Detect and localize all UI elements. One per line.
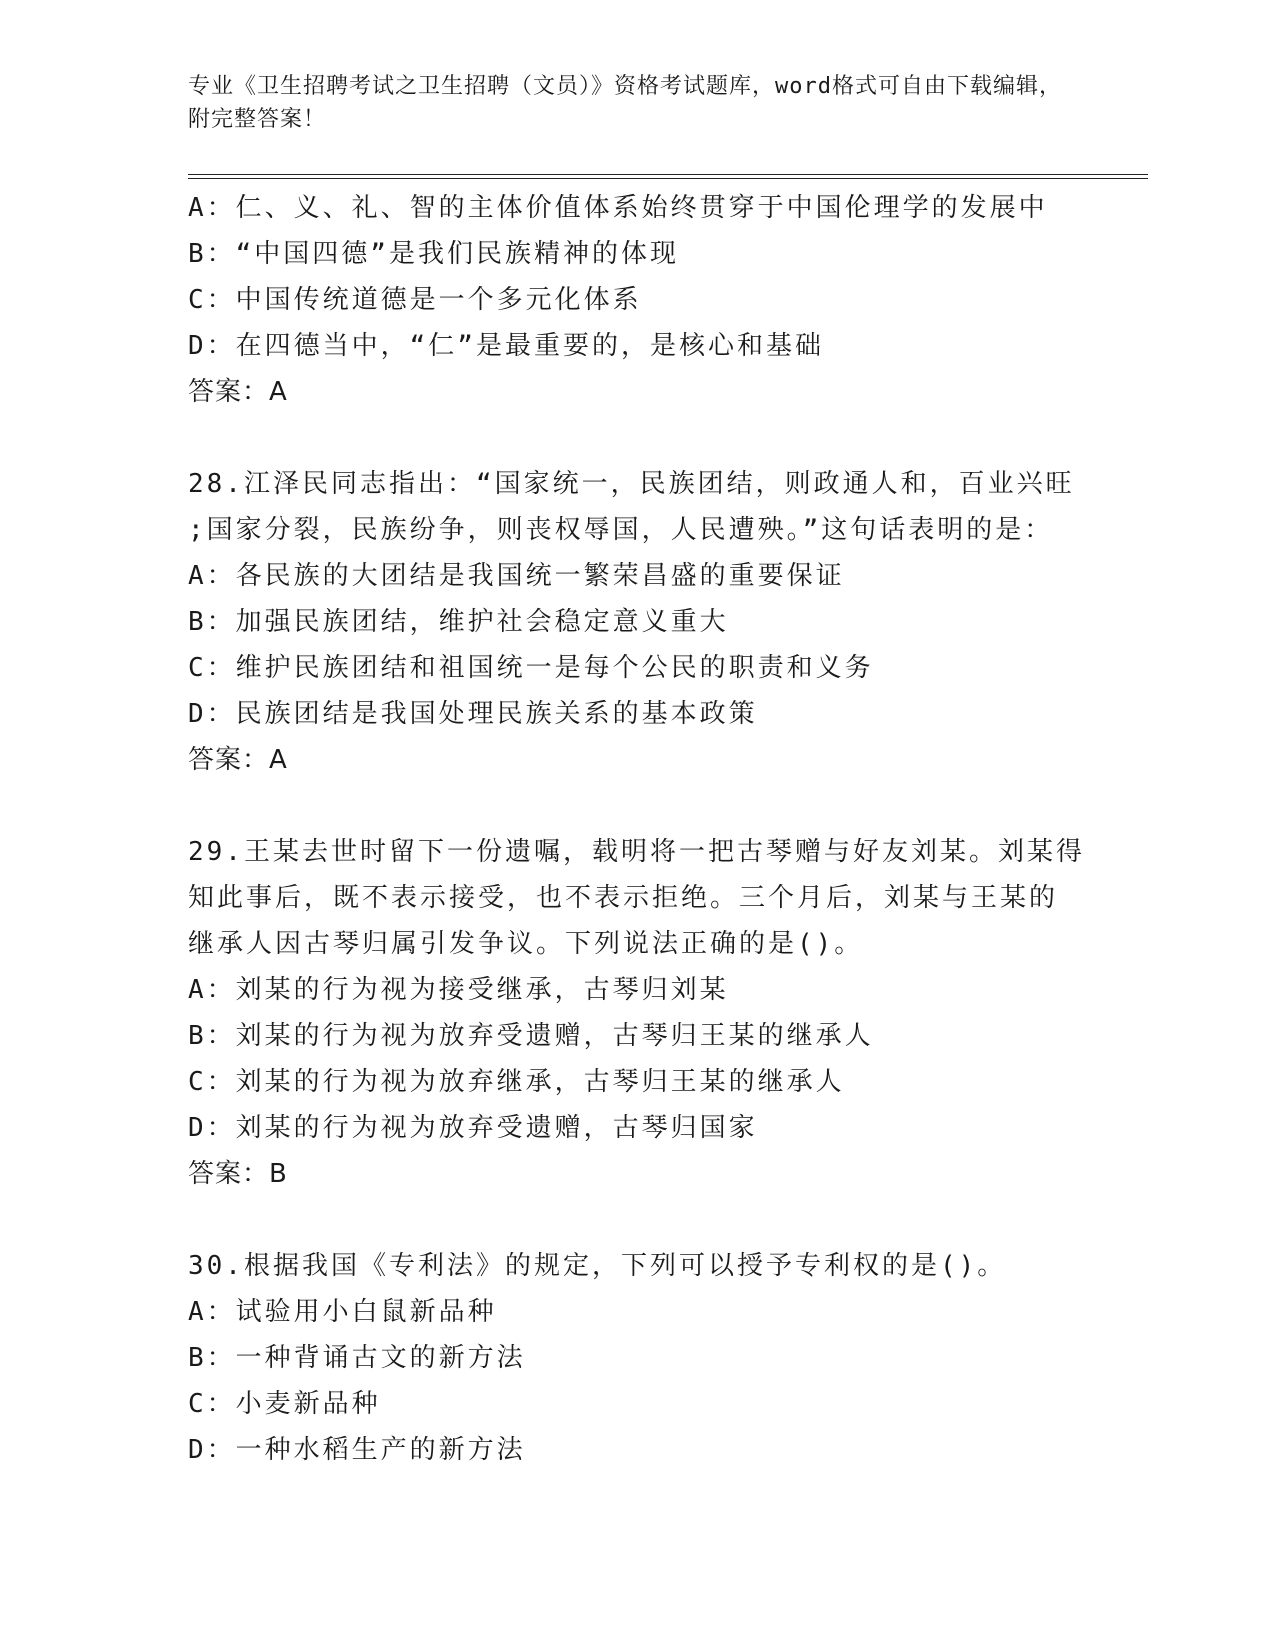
q28-answer: 答案：A [188, 745, 288, 775]
question-27-block [188, 185, 1148, 415]
q30-stem-line-1: 30.根据我国《专利法》的规定，下列可以授予专利权的是()。 [188, 1251, 1007, 1281]
q30-option-a: A：试验用小白鼠新品种 [188, 1297, 497, 1327]
q30-option-c: C：小麦新品种 [188, 1389, 381, 1419]
q30-option-d: D：一种水稻生产的新方法 [188, 1435, 526, 1465]
spacer [188, 415, 1148, 461]
q29-option-a: A：刘某的行为视为接受继承，古琴归刘某 [188, 975, 729, 1005]
q29-option-b: B：刘某的行为视为放弃受遗赠，古琴归王某的继承人 [188, 1021, 874, 1051]
q28-stem-line-2: ;国家分裂，民族纷争，则丧权辱国，人民遭殃。”这句话表明的是： [188, 515, 1054, 545]
q29-stem-line-1: 29.王某去世时留下一份遗嘱，载明将一把古琴赠与好友刘某。刘某得 [188, 837, 1085, 867]
spacer [188, 783, 1148, 829]
q27-answer: 答案：A [188, 377, 288, 407]
q28-option-a: A：各民族的大团结是我国统一繁荣昌盛的重要保证 [188, 561, 845, 591]
question-29-block [188, 829, 1148, 1197]
question-30-block [188, 1243, 1148, 1473]
q27-option-a: A：仁、义、礼、智的主体价值体系始终贯穿于中国伦理学的发展中 [188, 193, 1048, 223]
q27-option-d: D：在四德当中，“仁”是最重要的，是核心和基础 [188, 331, 824, 361]
q28-option-d: D：民族团结是我国处理民族关系的基本政策 [188, 699, 758, 729]
q29-stem-line-3: 继承人因古琴归属引发争议。下列说法正确的是()。 [188, 929, 864, 959]
q29-answer: 答案：B [188, 1159, 288, 1189]
q27-option-c: C：中国传统道德是一个多元化体系 [188, 285, 642, 315]
header-double-rule [188, 174, 1148, 179]
document-page [188, 70, 1148, 1473]
q27-option-b: B：“中国四德”是我们民族精神的体现 [188, 239, 679, 269]
document-header: 专业《卫生招聘考试之卫生招聘（文员）》资格考试题库，word格式可自由下载编辑，附完整答案！ [188, 74, 1062, 132]
q29-option-d: D：刘某的行为视为放弃受遗赠，古琴归国家 [188, 1113, 758, 1143]
q29-stem-line-2: 知此事后，既不表示接受，也不表示拒绝。三个月后，刘某与王某的 [188, 883, 1059, 913]
spacer [188, 1197, 1148, 1243]
question-28-block [188, 461, 1148, 783]
q29-option-c: C：刘某的行为视为放弃继承，古琴归王某的继承人 [188, 1067, 845, 1097]
q30-option-b: B：一种背诵古文的新方法 [188, 1343, 526, 1373]
q28-option-c: C：维护民族团结和祖国统一是每个公民的职责和义务 [188, 653, 874, 683]
q28-option-b: B：加强民族团结，维护社会稳定意义重大 [188, 607, 729, 637]
q28-stem-line-1: 28.江泽民同志指出：“国家统一，民族团结，则政通人和，百业兴旺 [188, 469, 1075, 499]
